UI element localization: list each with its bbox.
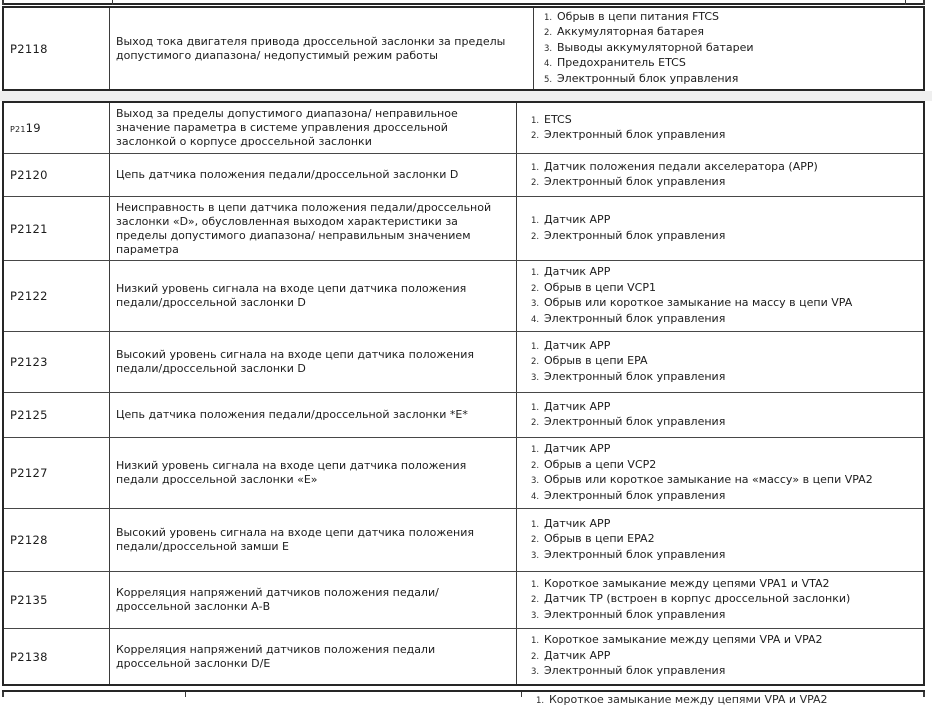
top-table-col-border-1 [112, 0, 113, 5]
cause-number: 4. [544, 59, 553, 70]
cause-text: Электронный блок управления [544, 128, 726, 141]
dtc-description: Корреляция напряжений датчиков положения педали/ дроссельной заслонки А-В [116, 586, 439, 613]
dtc-description: Неисправность в цепи датчика положения педали/дроссельной заслонки «D», обусловленная выходом характеристики за пределы допустимого диапазона/ неправильным значением параметра [116, 200, 492, 256]
cause-number: 2. [531, 460, 540, 471]
dtc-code-part: P2123 [10, 355, 48, 369]
dtc-causes-list [517, 113, 923, 144]
dtc-code-cell [4, 332, 110, 392]
table-row [4, 8, 923, 89]
cause-text: Электронный блок управления [544, 175, 726, 188]
cause-number: 3. [531, 550, 540, 561]
cause-text: Электронный блок управления [544, 415, 726, 428]
dtc-code-part: P2118 [10, 41, 48, 56]
dtc-code-cell [4, 572, 110, 628]
cause-text: Электронный блок управления [544, 311, 726, 325]
cause-item [531, 458, 923, 474]
dtc-code [4, 289, 48, 303]
dtc-causes-cell [517, 509, 923, 571]
cause-item [531, 608, 923, 624]
cause-item [531, 296, 923, 312]
dtc-causes-cell [517, 261, 923, 331]
cause-item [531, 339, 923, 355]
cause-number: 3. [531, 667, 540, 678]
dtc-code-part: P21 [10, 125, 26, 134]
dtc-causes-list [517, 577, 923, 624]
dtc-code [4, 355, 48, 369]
dtc-code [4, 466, 48, 480]
cause-item [531, 265, 923, 281]
cause-number: 1. [531, 341, 540, 352]
cause-text: Обрыв а цепи VCP2 [544, 457, 657, 471]
dtc-causes-cell [517, 572, 923, 628]
cause-number: 1. [531, 402, 540, 413]
cause-number: 1. [544, 12, 553, 23]
cause-text: Датчик APP [544, 213, 611, 226]
cause-item [531, 649, 923, 665]
cause-text: Датчик APP [544, 338, 611, 352]
dtc-code-cell [4, 393, 110, 437]
cause-number: 3. [531, 476, 540, 486]
cause-text: Электронный блок управления [544, 488, 726, 502]
dtc-code-cell [4, 438, 110, 508]
cause-text: Обрыв или короткое замыкание на массу в цепи VPA [544, 296, 853, 309]
table-row [4, 628, 923, 684]
cause-text: Датчик APP [544, 442, 611, 455]
cause-number: 1. [531, 579, 540, 590]
dtc-code [4, 593, 48, 607]
cause-text: Выводы аккумуляторной батареи [557, 40, 754, 54]
cause-item [531, 592, 923, 608]
dtc-causes-cell [517, 393, 923, 437]
dtc-code-cell [4, 197, 110, 260]
dtc-causes-list [534, 10, 923, 88]
cause-number: 2. [544, 28, 553, 39]
cause-item [544, 56, 923, 72]
table-row [4, 508, 923, 571]
bottom-table-col-border-1 [185, 692, 186, 697]
dtc-causes-list [517, 442, 923, 504]
cause-item [531, 473, 923, 489]
cause-text: Электронный блок управления [544, 607, 726, 621]
dtc-description: Высокий уровень сигнала на входе цепи датчика положения педали/дроссельной замши Е [116, 526, 474, 553]
cause-number: 2. [531, 651, 540, 662]
top-table-bottom-border [2, 3, 925, 5]
table-row [4, 437, 923, 508]
cause-text: Датчик APP [544, 516, 611, 530]
table-row [4, 153, 923, 196]
dtc-causes-list [517, 517, 923, 564]
table-row [4, 571, 923, 628]
cause-text: Датчик APP [544, 399, 611, 413]
cause-item [531, 213, 923, 229]
dtc-code-part: P2122 [10, 289, 48, 303]
dtc-code-part: P2121 [10, 221, 48, 236]
dtc-code [4, 42, 48, 56]
cause-number: 4. [531, 491, 540, 502]
cause-item [531, 113, 923, 129]
dtc-causes-cell [517, 197, 923, 260]
cause-number: 2. [531, 535, 540, 546]
cause-item [531, 354, 923, 370]
cause-number: 2. [531, 357, 540, 368]
cause-text: Короткое замыкание между цепями VPA и VPA2 [549, 693, 828, 706]
cause-text: ETCS [544, 112, 572, 126]
cause-text: Датчик APP [544, 648, 611, 662]
cause-number: 1. [531, 162, 540, 173]
cause-item [544, 41, 923, 57]
dtc-table-p2118 [2, 6, 925, 91]
dtc-code-cell [4, 8, 110, 89]
cause-item [531, 633, 923, 649]
bottom-table-clipped-cause [536, 693, 828, 708]
dtc-causes-list [517, 633, 923, 680]
cause-number: 3. [531, 299, 540, 309]
cause-number: 3. [531, 610, 540, 621]
cause-text: Датчик положения педали акселератора (APP) [544, 159, 818, 173]
cause-item [531, 577, 923, 593]
bottom-table-col-border-2 [521, 692, 522, 697]
dtc-description: Высокий уровень сигнала на входе цепи датчика положения педали/дроссельной заслонки D [116, 348, 474, 375]
dtc-code-part: P2127 [10, 466, 48, 480]
cause-number: 1. [536, 696, 545, 706]
cause-number: 3. [531, 372, 540, 383]
dtc-code-part: P2120 [10, 168, 48, 182]
dtc-table-main [2, 101, 925, 686]
cause-item [544, 72, 923, 88]
cause-text: Электронный блок управления [544, 369, 726, 383]
cause-number: 2. [531, 595, 540, 606]
dtc-description: Цепь датчика положения педали/дроссельной заслонки D [116, 168, 459, 181]
dtc-code-part: P2125 [10, 408, 48, 422]
dtc-description: Низкий уровень сигнала на входе цепи датчика положения педали дроссельной заслонки «Е» [116, 459, 467, 486]
cause-text: Обрыв или короткое замыкание на «массу» в цепи VPA2 [544, 473, 873, 486]
dtc-description-cell [110, 154, 517, 196]
dtc-code [4, 533, 48, 547]
cause-text: Короткое замыкание между цепями VPA и VPA2 [544, 633, 823, 647]
cause-number: 4. [531, 314, 540, 325]
dtc-code-part: 19 [25, 121, 41, 135]
cause-number: 1. [531, 519, 540, 530]
cause-item [531, 160, 923, 176]
cause-text: Предохранитель ETCS [557, 56, 686, 70]
dtc-code-cell [4, 509, 110, 571]
cause-item [544, 10, 923, 26]
cause-text: Обрыв в цепи VCP1 [544, 280, 656, 294]
cause-text: Датчик APP [544, 265, 611, 278]
dtc-code [4, 121, 41, 135]
cause-text: Электронный блок управления [544, 228, 726, 242]
dtc-description: Выход за пределы допустимого диапазона/ неправильное значение параметра в системе управления дроссельной заслонкой о корпусе дроссельной заслонки [116, 107, 458, 148]
cause-number: 1. [531, 115, 540, 126]
dtc-code-part: P2128 [10, 533, 48, 547]
cause-number: 2. [531, 178, 540, 188]
bottom-table-right-border [923, 692, 925, 697]
dtc-code-part: P2138 [10, 649, 48, 664]
dtc-code-cell [4, 154, 110, 196]
cause-text: Электронный блок управления [544, 547, 726, 561]
dtc-causes-cell [517, 438, 923, 508]
table-row [4, 331, 923, 392]
dtc-description-cell [110, 509, 517, 571]
cause-item [531, 489, 923, 505]
dtc-causes-list [517, 160, 923, 191]
dtc-causes-cell [534, 8, 923, 89]
top-table-col-border-2 [905, 0, 906, 5]
cause-item [531, 370, 923, 386]
dtc-description: Цепь датчика положения педали/дроссельной заслонки *Е* [116, 408, 468, 421]
top-table-right-border [923, 0, 925, 5]
dtc-code [4, 650, 48, 664]
dtc-causes-list [517, 265, 923, 327]
dtc-code-part: P2135 [10, 593, 48, 607]
cause-number: 1. [531, 268, 540, 278]
cause-item [531, 548, 923, 564]
dtc-description-cell [110, 393, 517, 437]
cause-number: 1. [531, 445, 540, 455]
cause-text: Электронный блок управления [557, 71, 739, 85]
table-separator-band [0, 91, 932, 101]
dtc-code [4, 168, 48, 182]
dtc-description: Выход тока двигателя привода дроссельной заслонки за пределы допустимого диапазона/ недопустимый режим работы [116, 34, 506, 62]
cause-number: 2. [531, 283, 540, 294]
cause-item [531, 442, 923, 458]
cause-item [531, 175, 923, 191]
cause-number: 3. [544, 43, 553, 54]
cause-item [531, 312, 923, 328]
dtc-description-cell [110, 629, 517, 684]
dtc-code-cell [4, 103, 110, 153]
cause-item [531, 532, 923, 548]
dtc-causes-list [517, 213, 923, 244]
dtc-description-cell [110, 8, 534, 89]
cause-text: Датчик ТР (встроен в корпус дроссельной заслонки) [544, 592, 851, 606]
top-table-left-border [2, 0, 4, 5]
dtc-causes-cell [517, 332, 923, 392]
dtc-description-cell [110, 103, 517, 153]
table-row [4, 196, 923, 260]
dtc-description-cell [110, 332, 517, 392]
cause-item [531, 128, 923, 144]
dtc-causes-cell [517, 154, 923, 196]
cause-number: 1. [531, 636, 540, 647]
dtc-code [4, 222, 48, 236]
cause-item [531, 400, 923, 416]
cause-text: Аккумуляторная батарея [557, 25, 704, 39]
dtc-causes-list [517, 339, 923, 386]
cause-number: 1. [531, 216, 540, 226]
dtc-code-cell [4, 261, 110, 331]
table-row [4, 260, 923, 331]
cause-number: 2. [531, 131, 540, 141]
cause-text: Обрыв в цепи EPA2 [544, 532, 655, 546]
cause-number: 2. [531, 418, 540, 428]
dtc-code-cell [4, 629, 110, 684]
dtc-causes-cell [517, 103, 923, 153]
cause-number: 2. [531, 231, 540, 242]
cause-text: Обрыв в цепи питания FTCS [557, 9, 719, 23]
dtc-description: Корреляция напряжений датчиков положения педали дроссельной заслонки D/E [116, 642, 436, 670]
table-row [4, 392, 923, 437]
dtc-description-cell [110, 197, 517, 260]
dtc-code [4, 408, 48, 422]
dtc-description: Низкий уровень сигнала на входе цепи датчика положения педали/дроссельной заслонки D [116, 282, 467, 309]
cause-item [531, 664, 923, 680]
cause-item [531, 415, 923, 431]
cause-item [544, 25, 923, 41]
cause-item [531, 229, 923, 245]
dtc-description-cell [110, 261, 517, 331]
dtc-description-cell [110, 572, 517, 628]
cause-text: Короткое замыкание между цепями VPA1 и VTA2 [544, 576, 830, 590]
cause-text: Обрыв в цепи EPA [544, 354, 648, 368]
dtc-causes-list [517, 400, 923, 431]
cause-item [531, 517, 923, 533]
dtc-description-cell [110, 438, 517, 508]
cause-item [531, 281, 923, 297]
table-row [4, 103, 923, 153]
cause-text: Электронный блок управления [544, 664, 726, 678]
bottom-table-left-border [2, 692, 4, 697]
dtc-causes-cell [517, 629, 923, 684]
bottom-table-top-border [2, 690, 925, 692]
cause-number: 5. [544, 74, 553, 85]
